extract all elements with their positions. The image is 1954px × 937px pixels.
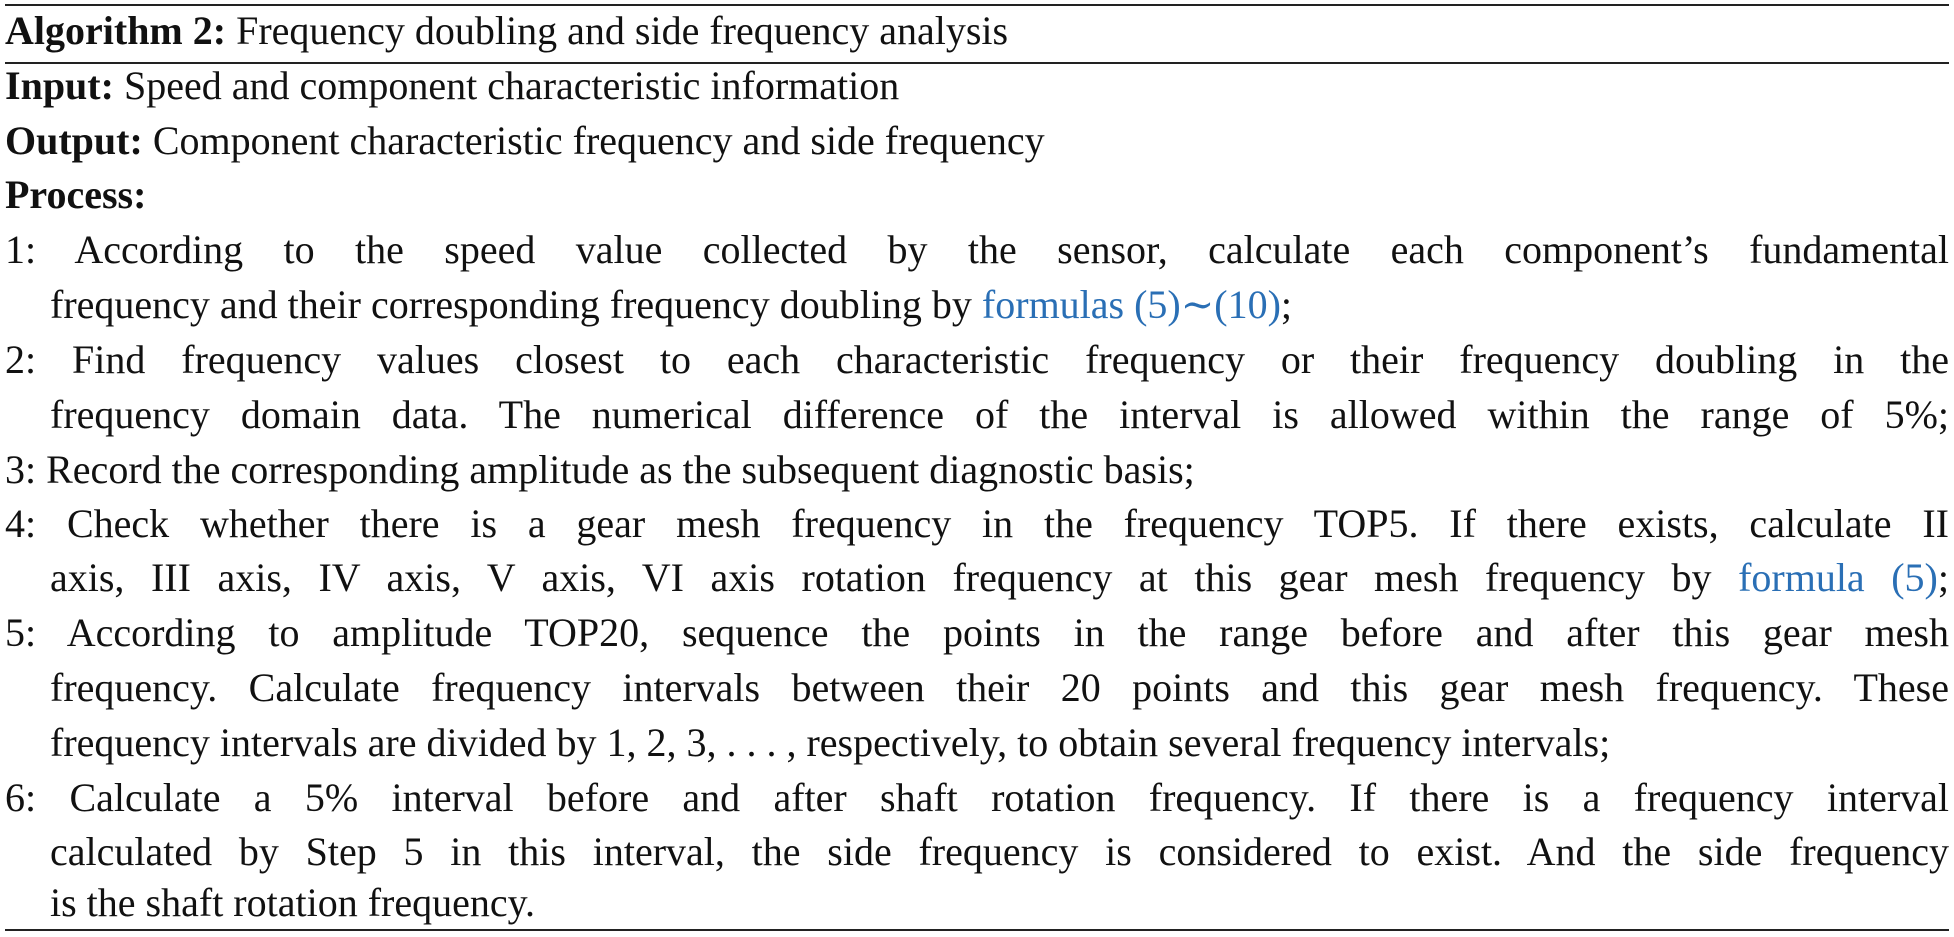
step-5-text-cont-2: frequency intervals are divided by 1, 2, 3, . . . , respectively, to obtain several frequency intervals; [50, 720, 1611, 765]
formula-link[interactable]: formula (5) [1738, 555, 1938, 600]
step-4-punct: ; [1937, 555, 1950, 600]
step-6-text: Calculate a 5% interval before and after shaft rotation frequency. If there is a frequency interval [69, 775, 1950, 820]
step-2-text-cont: frequency domain data. The numerical difference of the interval is allowed within the range of 5%; [50, 392, 1949, 437]
step-3-line-1 [5, 443, 1949, 497]
step-5-line-3 [50, 716, 1949, 770]
step-2-number: 2: [5, 337, 37, 382]
step-4-text: Check whether there is a gear mesh frequency in the frequency TOP5. If there exists, calculate II [66, 501, 1950, 546]
algorithm-title [5, 4, 1949, 58]
input-label: Input: [5, 63, 114, 108]
step-5-text: According to amplitude TOP20, sequence the points in the range before and after this gear mesh [66, 610, 1949, 655]
step-4-text-cont: axis, III axis, IV axis, V axis, VI axis rotation frequency at this gear mesh frequency by [50, 555, 1739, 600]
step-6-number: 6: [5, 775, 37, 820]
step-4-line-2 [50, 551, 1949, 605]
input-text: Speed and component characteristic information [123, 63, 900, 108]
step-5-line-1 [5, 606, 1949, 660]
step-3-text: Record the corresponding amplitude as the subsequent diagnostic basis; [46, 447, 1195, 492]
step-5-number: 5: [5, 610, 37, 655]
step-5-line-2 [50, 661, 1949, 715]
algorithm-title-label: Algorithm 2: [5, 8, 227, 53]
step-1-line-2 [50, 278, 1949, 332]
output-text: Component characteristic frequency and side frequency [152, 118, 1045, 163]
step-6-line-1 [5, 771, 1949, 825]
step-1-text-cont: frequency and their corresponding frequency doubling by [50, 282, 982, 327]
output-label: Output: [5, 118, 143, 163]
step-6-line-2 [50, 825, 1949, 879]
step-4-line-1 [5, 497, 1949, 551]
step-1-punct: ; [1280, 282, 1293, 327]
step-1-number: 1: [5, 227, 37, 272]
bottom-rule [5, 929, 1949, 931]
step-4-number: 4: [5, 501, 37, 546]
step-6-text-cont-1: calculated by Step 5 in this interval, the side frequency is considered to exist. And the side frequency [50, 829, 1949, 874]
step-5-text-cont-1: frequency. Calculate frequency intervals between their 20 points and this gear mesh frequency. These [50, 665, 1949, 710]
step-6-text-cont-2: is the shaft rotation frequency. [50, 880, 536, 925]
step-2-line-1 [5, 333, 1949, 387]
step-6-line-3 [50, 876, 1949, 930]
input-line [5, 59, 1949, 113]
step-3-number: 3: [5, 447, 37, 492]
step-1-text: According to the speed value collected by the sensor, calculate each component’s fundamental [74, 227, 1949, 272]
process-line [5, 168, 1949, 222]
output-line [5, 114, 1949, 168]
step-2-text: Find frequency values closest to each characteristic frequency or their frequency doubling in the [72, 337, 1949, 382]
formulas-link[interactable]: formulas (5)∼(10) [981, 282, 1281, 327]
process-label: Process: [5, 172, 147, 217]
step-1-line-1 [5, 223, 1949, 277]
step-2-line-2 [50, 388, 1949, 442]
algorithm-title-text: Frequency doubling and side frequency analysis [236, 8, 1009, 53]
